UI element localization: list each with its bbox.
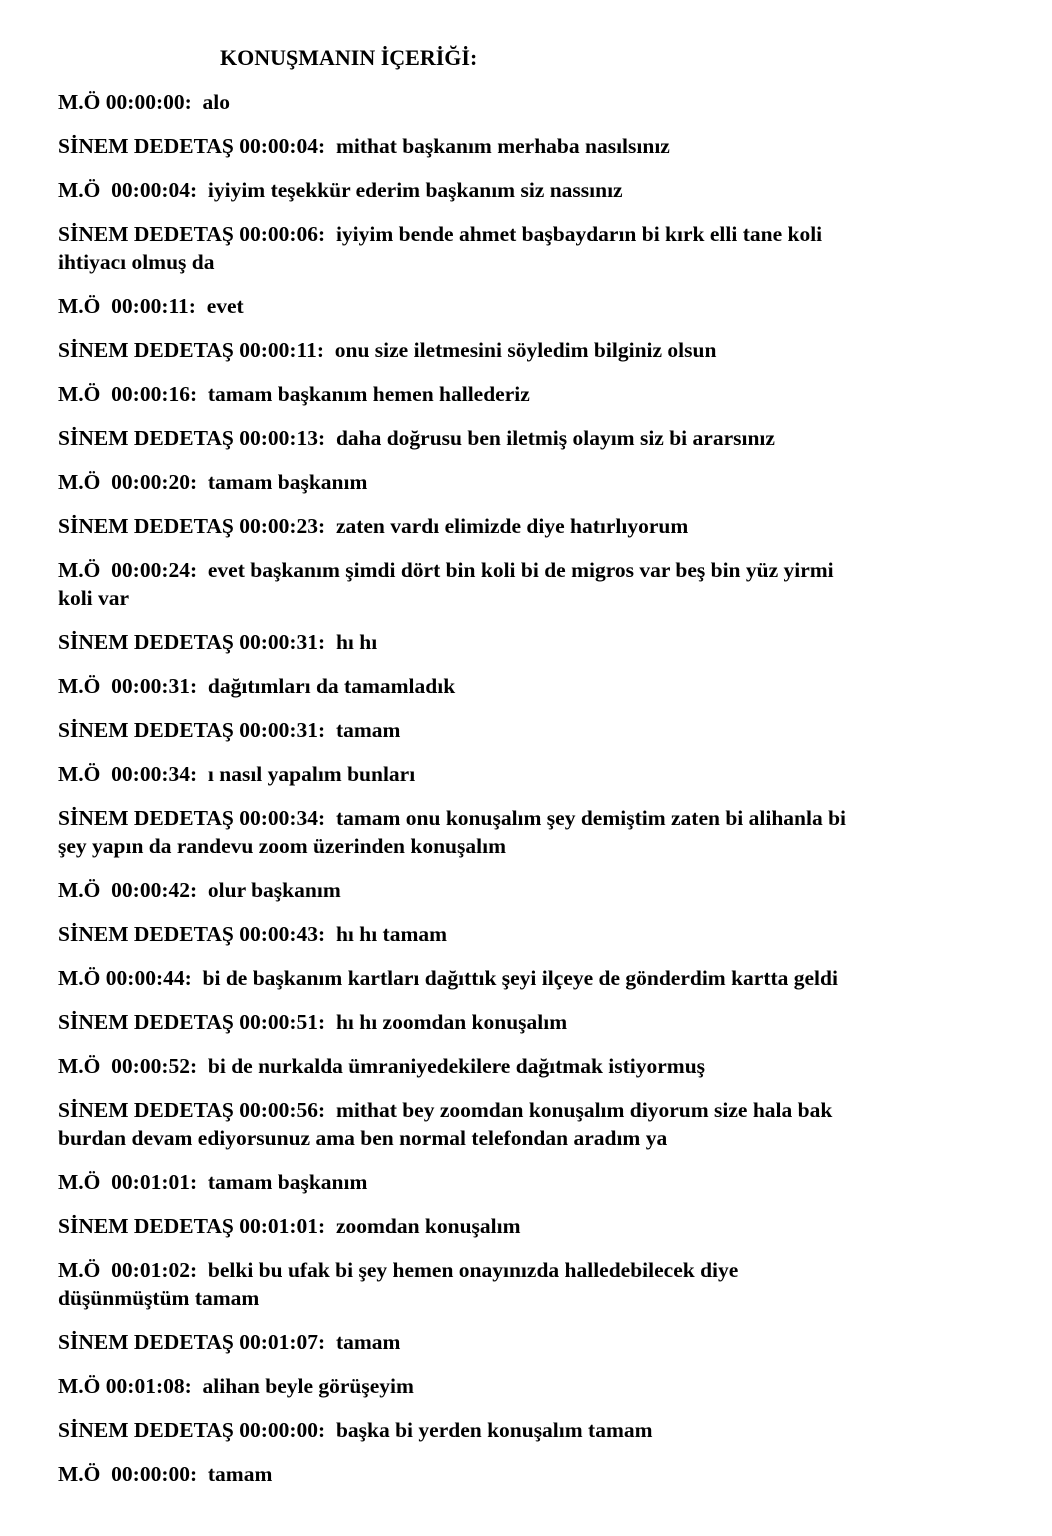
transcript-entry <box>58 292 958 320</box>
timestamp: 00:00:56: <box>239 1098 326 1122</box>
timestamp: 00:00:34: <box>111 762 198 786</box>
utterance-text: başka bi yerden konuşalım tamam <box>335 1418 653 1442</box>
transcript-entry <box>58 628 958 656</box>
transcript-entry <box>58 556 958 612</box>
timestamp: 00:00:51: <box>239 1010 326 1034</box>
document-title: KONUŞMANIN İÇERİĞİ: <box>220 45 478 70</box>
transcript-entry <box>58 760 958 788</box>
timestamp: 00:00:11: <box>111 294 196 318</box>
utterance-text: zoomdan konuşalım <box>335 1214 521 1238</box>
timestamp: 00:00:31: <box>111 674 198 698</box>
timestamp: 00:01:01: <box>111 1170 198 1194</box>
transcript-entry <box>58 1328 958 1356</box>
timestamp: 00:00:42: <box>111 878 198 902</box>
utterance-text: tamam başkanım <box>207 1170 368 1194</box>
utterance-text: hı hı tamam <box>335 922 448 946</box>
transcript-entry <box>58 512 958 540</box>
utterance-text: tamam <box>335 718 401 742</box>
speaker-name: SİNEM DEDETAŞ <box>58 1010 234 1034</box>
transcript-entry <box>58 1212 958 1240</box>
utterance-text: evet başkanım şimdi dört bin koli bi de migros var beş bin yüz yirmi koli var <box>58 558 834 610</box>
utterance-text: tamam <box>335 1330 401 1354</box>
utterance-text: olur başkanım <box>207 878 341 902</box>
transcript-entry <box>58 876 958 904</box>
speaker-name: SİNEM DEDETAŞ <box>58 134 234 158</box>
transcript-entry <box>58 672 958 700</box>
transcript-entry <box>58 1008 958 1036</box>
timestamp: 00:00:00: <box>239 1418 326 1442</box>
utterance-text: bi de nurkalda ümraniyedekilere dağıtmak istiyormuş <box>207 1054 706 1078</box>
speaker-name: M.Ö <box>58 1462 101 1486</box>
transcript-entry <box>58 920 958 948</box>
transcript-entry <box>58 1052 958 1080</box>
utterance-text: daha doğrusu ben iletmiş olayım siz bi ararsınız <box>335 426 775 450</box>
utterance-text: bi de başkanım kartları dağıttık şeyi ilçeye de gönderdim kartta geldi <box>202 966 838 990</box>
speaker-name: M.Ö <box>58 762 101 786</box>
utterance-text: tamam <box>207 1462 273 1486</box>
timestamp: 00:01:01: <box>239 1214 326 1238</box>
utterance-text: evet <box>206 294 244 318</box>
utterance-text: hı hı zoomdan konuşalım <box>335 1010 568 1034</box>
utterance-text: hı hı <box>335 630 378 654</box>
utterance-text: dağıtımları da tamamladık <box>207 674 456 698</box>
timestamp: 00:00:34: <box>239 806 326 830</box>
speaker-name: M.Ö <box>58 470 101 494</box>
speaker-name: M.Ö <box>58 90 101 114</box>
timestamp: 00:00:44: <box>105 966 192 990</box>
transcript-entry <box>58 804 958 860</box>
speaker-name: M.Ö <box>58 1170 101 1194</box>
utterance-text: ı nasıl yapalım bunları <box>207 762 416 786</box>
speaker-name: M.Ö <box>58 878 101 902</box>
speaker-name: M.Ö <box>58 1258 101 1282</box>
speaker-name: SİNEM DEDETAŞ <box>58 1330 234 1354</box>
timestamp: 00:00:31: <box>239 718 326 742</box>
speaker-name: M.Ö <box>58 178 101 202</box>
utterance-text: mithat bey zoomdan konuşalım diyorum size hala bak burdan devam ediyorsunuz ama ben normal telefondan aradım ya <box>58 1098 833 1150</box>
timestamp: 00:00:06: <box>239 222 326 246</box>
transcript-entry <box>58 220 958 276</box>
utterance-text: onu size iletmesini söyledim bilginiz olsun <box>334 338 717 362</box>
speaker-name: M.Ö <box>58 674 101 698</box>
timestamp: 00:00:20: <box>111 470 198 494</box>
speaker-name: SİNEM DEDETAŞ <box>58 806 234 830</box>
transcript-entry <box>58 1096 958 1152</box>
utterance-text: alihan beyle görüşeyim <box>202 1374 414 1398</box>
speaker-name: SİNEM DEDETAŞ <box>58 630 234 654</box>
timestamp: 00:00:04: <box>111 178 198 202</box>
utterance-text: tamam onu konuşalım şey demiştim zaten bi alihanla bi şey yapın da randevu zoom üzerinden konuşalım <box>58 806 847 858</box>
transcript <box>58 88 958 1504</box>
transcript-entry <box>58 380 958 408</box>
transcript-entry <box>58 1372 958 1400</box>
speaker-name: M.Ö <box>58 382 101 406</box>
timestamp: 00:01:07: <box>239 1330 326 1354</box>
speaker-name: M.Ö <box>58 558 101 582</box>
speaker-name: SİNEM DEDETAŞ <box>58 426 234 450</box>
transcript-entry <box>58 468 958 496</box>
timestamp: 00:00:23: <box>239 514 326 538</box>
speaker-name: M.Ö <box>58 1374 101 1398</box>
speaker-name: SİNEM DEDETAŞ <box>58 718 234 742</box>
utterance-text: iyiyim bende ahmet başbaydarın bi kırk elli tane koli ihtiyacı olmuş da <box>58 222 823 274</box>
timestamp: 00:00:43: <box>239 922 326 946</box>
speaker-name: SİNEM DEDETAŞ <box>58 338 234 362</box>
transcript-entry <box>58 1256 958 1312</box>
speaker-name: SİNEM DEDETAŞ <box>58 1418 234 1442</box>
transcript-entry <box>58 132 958 160</box>
timestamp: 00:00:00: <box>111 1462 198 1486</box>
speaker-name: SİNEM DEDETAŞ <box>58 922 234 946</box>
utterance-text: iyiyim teşekkür ederim başkanım siz nassınız <box>207 178 623 202</box>
timestamp: 00:00:52: <box>111 1054 198 1078</box>
timestamp: 00:00:16: <box>111 382 198 406</box>
transcript-entry <box>58 1416 958 1444</box>
speaker-name: SİNEM DEDETAŞ <box>58 1214 234 1238</box>
timestamp: 00:00:04: <box>239 134 326 158</box>
speaker-name: SİNEM DEDETAŞ <box>58 1098 234 1122</box>
transcript-entry <box>58 1460 958 1488</box>
timestamp: 00:01:08: <box>105 1374 192 1398</box>
speaker-name: M.Ö <box>58 966 101 990</box>
speaker-name: SİNEM DEDETAŞ <box>58 222 234 246</box>
utterance-text: zaten vardı elimizde diye hatırlıyorum <box>335 514 689 538</box>
transcript-entry <box>58 1168 958 1196</box>
transcript-entry <box>58 336 958 364</box>
utterance-text: mithat başkanım merhaba nasılsınız <box>335 134 670 158</box>
transcript-entry <box>58 964 958 992</box>
transcript-entry <box>58 424 958 452</box>
utterance-text: belki bu ufak bi şey hemen onayınızda halledebilecek diye düşünmüştüm tamam <box>58 1258 739 1310</box>
speaker-name: SİNEM DEDETAŞ <box>58 514 234 538</box>
transcript-entry <box>58 88 958 116</box>
timestamp: 00:00:11: <box>239 338 324 362</box>
speaker-name: M.Ö <box>58 294 101 318</box>
transcript-entry <box>58 176 958 204</box>
utterance-text: tamam başkanım hemen hallederiz <box>207 382 530 406</box>
utterance-text: alo <box>202 90 230 114</box>
speaker-name: M.Ö <box>58 1054 101 1078</box>
timestamp: 00:00:24: <box>111 558 198 582</box>
timestamp: 00:01:02: <box>111 1258 198 1282</box>
timestamp: 00:00:31: <box>239 630 326 654</box>
utterance-text: tamam başkanım <box>207 470 368 494</box>
timestamp: 00:00:00: <box>105 90 192 114</box>
timestamp: 00:00:13: <box>239 426 326 450</box>
transcript-entry <box>58 716 958 744</box>
